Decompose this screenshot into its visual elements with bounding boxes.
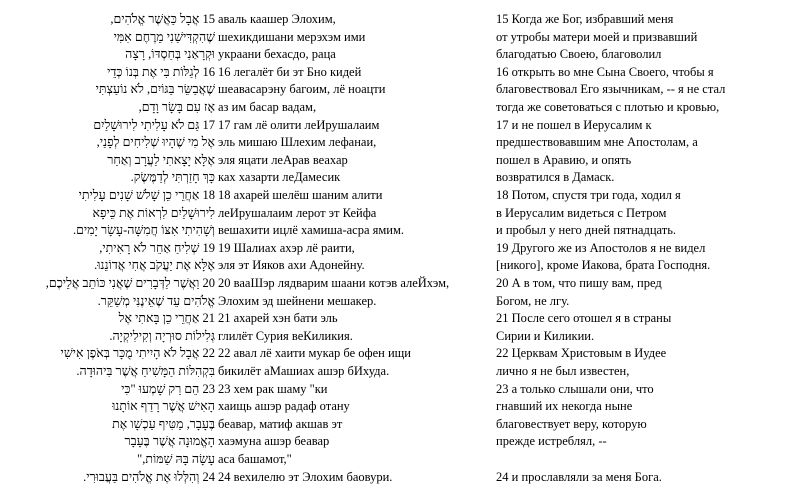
verse-line: [0, 116, 800, 135]
transliteration-text: украани бехасдо, раца: [218, 47, 336, 62]
verse-line: [0, 468, 800, 487]
russian-text: гнавший их некогда ныне: [496, 399, 633, 414]
hebrew-text: 18 אַחֲרֵי כֵן שָׁלֹשׁ שָׁנִים עָלִיתִי: [78, 188, 215, 202]
hebrew-text: 23 הֵם רַק שָׁמְעוּ "כִּי: [121, 381, 215, 396]
hebrew-text: וּקְרָאַנִי בְּחַסְדּוֹ, רָצָה: [125, 47, 215, 62]
transliteration-text: 24 вехилелю эт Элохим баовури.: [218, 469, 393, 484]
russian-text: в Иерусалим видеться с Петром: [496, 205, 667, 220]
verse-line: [0, 239, 800, 258]
verse-line: [0, 151, 800, 170]
hebrew-text: בִּקְהִלּוֹת הַמָּשִׁיחַ אֲשֶׁר בִּיהוּדָה.: [76, 364, 215, 378]
russian-text: благовествовал Его язычникам, -- я не стал: [496, 82, 726, 97]
russian-text: 16 открыть во мне Сына Своего, чтобы я: [496, 64, 714, 79]
transliteration-text: бикилёт аМашиах ашэр бИхуда.: [218, 364, 390, 378]
hebrew-text: 20 וַאֲשֶׁר לַדְּבָרִים שֶׁאֲנִי כּוֹתֵב אֲלֵיכֶם,: [45, 276, 215, 290]
russian-text: прежде истреблял, --: [496, 434, 607, 449]
russian-text: предшествовавшим мне Апостолам, а: [496, 135, 698, 150]
transliteration-text: вешахити ицлё хамиша-асра ямим.: [218, 223, 405, 238]
hebrew-text: 17 גַּם לֹא עָלִיתִי לִירוּשָׁלַיִם: [93, 117, 215, 132]
russian-text: и пробыл у него дней пятнадцать.: [496, 223, 677, 238]
verse-line: [0, 10, 800, 29]
russian-text: 17 и не пошел в Иерусалим к: [496, 117, 652, 132]
russian-text: благовествует веру, которую: [496, 416, 647, 431]
hebrew-text: 16 לְגַלּוֹת בִּי אֶת בְּנוֹ כְּדֵי: [107, 64, 215, 79]
hebrew-text: 15 אֲבָל כַּאֲשֶׁר אֱלֹהִים,: [110, 12, 215, 26]
verse-line: [0, 309, 800, 328]
hebrew-text: הָאִישׁ אֲשֶׁר רָדַף אוֹתָנוּ: [112, 399, 215, 414]
verse-line: [0, 292, 800, 311]
transliteration-text: шеавасарэну багоим, лё ноацти: [218, 82, 386, 97]
transliteration-text: Элохим эд шейнени мешакер.: [218, 293, 377, 308]
verse-line: [0, 221, 800, 240]
hebrew-text: גְּלִילוֹת סוּרְיָה וְקִילִיקְיָה.: [109, 328, 215, 343]
verse-line: [0, 327, 800, 346]
russian-text: 19 Другого же из Апостолов я не видел: [496, 240, 706, 255]
verse-line: [0, 397, 800, 416]
hebrew-text: 22 אֲבָל לֹא הָיִיתִי מֻכָּר בְּאֹפֶן אִישִׁי: [60, 346, 215, 361]
russian-text: 20 А в том, что пишу вам, пред: [496, 276, 662, 290]
transliteration-text: 21 ахарей хэн бати эль: [218, 311, 338, 326]
hebrew-text: כָּךְ חָזַרְתִּי לְדַמֶּשֶׂק.: [130, 170, 215, 185]
transliteration-text: беавар, матиф акшав эт: [218, 416, 343, 431]
verse-line: [0, 362, 800, 381]
verse-line: [0, 380, 800, 399]
hebrew-text: לִירוּשָׁלַיִם לִרְאוֹת אֶת כֵּיפָא: [92, 205, 215, 220]
verse-line: [0, 415, 800, 434]
transliteration-text: 19 Шалиах ахэр лё раити,: [218, 240, 355, 255]
transliteration-text: глилёт Сурия веКиликия.: [218, 328, 353, 343]
transliteration-text: аса башамот,": [218, 452, 292, 466]
hebrew-text: 24 וְהִלְּלוּ אֶת אֱלֹהִים בַּעֲבוּרִי.: [83, 469, 215, 484]
russian-text: 21 После сего отошел я в страны: [496, 311, 672, 326]
hebrew-text: בֶּעָבָר, מַטִּיף עַכְשָׁו אֶת: [112, 416, 215, 431]
russian-text: от утробы матери моей и призвавший: [496, 29, 698, 44]
russian-text: тогда же советоваться с плотью и кровью,: [496, 100, 720, 114]
hebrew-text: 19 שְׁלִיחַ אַחֵר לֹא רָאִיתִי,: [99, 240, 215, 255]
russian-text: Сирии и Киликии.: [496, 328, 595, 343]
verse-line: [0, 344, 800, 363]
verse-line: [0, 63, 800, 82]
verse-line: [0, 98, 800, 117]
verse-line: [0, 80, 800, 99]
hebrew-text: אֶלָּא אֶת יַעֲקֹב אֲחִי אֲדוֹנֵנוּ.: [94, 258, 215, 273]
hebrew-text: וְשָׁהִיתִי אִצּוֹ חֲמִשָּׁה-עָשָׂר יָמִים.: [72, 223, 215, 238]
verse-line: [0, 274, 800, 293]
verse-line: [0, 256, 800, 275]
verse-line: [0, 45, 800, 64]
verse-line: [0, 168, 800, 187]
hebrew-text: שֶׁהִקְדִּישַׁנִי מֵרֶחֶם אִמִּי: [113, 29, 215, 44]
hebrew-text: אֱלֹהִים עֵד שֶׁאֵינֶנִּי מְשַׁקֵּר.: [97, 293, 215, 308]
transliteration-text: 20 вааШэр лядварим шаани котэв алеЙхэм,: [218, 276, 450, 290]
verse-line: [0, 133, 800, 152]
hebrew-text: אָז עִם בָּשָׂר וָדָם,: [138, 100, 215, 114]
russian-text: 24 и прославляли за меня Бога.: [496, 469, 662, 484]
verse-line: [0, 432, 800, 451]
russian-text: [никого], кроме Иакова, брата Господня.: [496, 258, 711, 273]
russian-text: [496, 450, 796, 469]
verse-line: [0, 186, 800, 205]
transliteration-text: хаищь ашэр радаф отану: [218, 399, 350, 414]
transliteration-text: эль мишаю Шлехим лефанаи,: [218, 135, 377, 150]
transliteration-text: 23 хем рак шаму "ки: [218, 381, 328, 396]
transliteration-text: 22 авал лё хаити мукар бе офен ищи: [218, 346, 411, 361]
russian-text: пошел в Аравию, и опять: [496, 152, 632, 167]
transliteration-text: аваль каашер Элохим,: [218, 12, 336, 26]
transliteration-text: леИрушалаим лерот эт Кейфа: [218, 205, 377, 220]
hebrew-text: 21 אַחֲרֵי כֵן בָּאתִי אֶל: [118, 311, 215, 326]
hebrew-text: עָשָׂה בָּהּ שַׁמּוֹת,": [137, 452, 215, 466]
hebrew-text: הָאֱמוּנָה אֲשֶׁר בֶּעָבָר: [124, 434, 215, 449]
transliteration-text: 16 легалёт би эт Бно кидей: [218, 64, 362, 79]
russian-text: 15 Когда же Бог, избравший меня: [496, 12, 674, 26]
hebrew-text: אֶל מִי שֶׁהָיוּ שְׁלִיחִים לְפָנַי,: [96, 135, 215, 150]
transliteration-text: хаэмуна ашэр беавар: [218, 434, 330, 449]
hebrew-text: אֶלָּא יָצָאתִי לַעֲרָב וְאַחַר: [107, 152, 215, 167]
transliteration-text: 17 гам лё олити леИрушалаим: [218, 117, 380, 132]
transliteration-text: эля эт Ияков ахи Адонейну.: [218, 258, 365, 273]
russian-text: Богом, не лгу.: [496, 293, 570, 308]
russian-text: 23 а только слышали они, что: [496, 381, 654, 396]
verse-line: [0, 450, 800, 469]
russian-text: благодатью Своею, благоволил: [496, 47, 662, 62]
russian-text: 22 Церквам Христовым в Иудее: [496, 346, 667, 361]
russian-text: лично я не был известен,: [496, 364, 630, 378]
verse-line: [0, 28, 800, 47]
transliteration-text: аз им басар вадам,: [218, 100, 317, 114]
transliteration-text: шехикдишани мерэхэм ими: [218, 29, 366, 44]
russian-text: возвратился в Дамаск.: [496, 170, 615, 185]
russian-text: 18 Потом, спустя три года, ходил я: [496, 188, 681, 202]
transliteration-text: 18 ахарей шелёш шаним алити: [218, 188, 383, 202]
verse-line: [0, 204, 800, 223]
transliteration-text: ках хазарти леДамесик: [218, 170, 341, 185]
hebrew-text: שֶׁאֲבַשֵּׂר בַּגּוֹיִם, לֹא נוֹעַצְתִּי: [95, 82, 215, 97]
transliteration-text: эля яцати леАрав веахар: [218, 152, 348, 167]
